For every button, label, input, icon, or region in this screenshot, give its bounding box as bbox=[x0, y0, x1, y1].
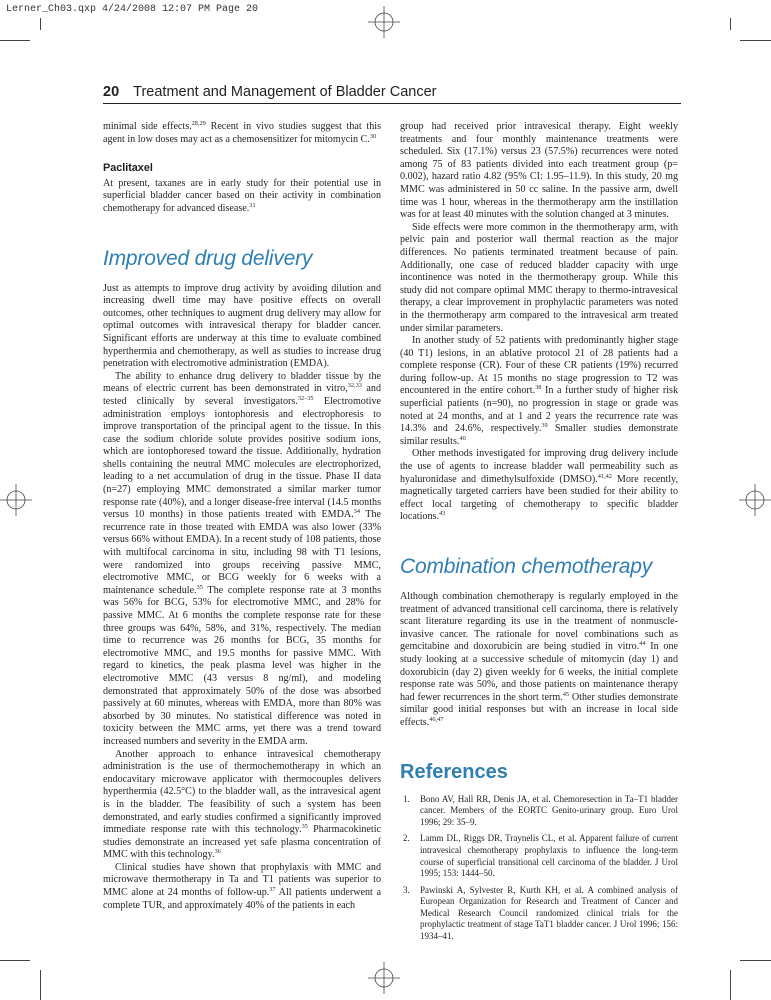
paragraph: Another approach to enhance intravesical chemotherapy administration is the use of thermochemotherapy in which an endocavitary microwave applicator with thermocouples delivers hyperthermia (42.5°C) to the bladder wall, as the intravesical agent is in the bladder. The feasibility of such a system has been demonstrated, and early studies confirmed a significantly improved immediate response rate with this technology.$^{35}$ Pharmacokinetic studies demonstrate an increased yet safe plasma concentration of MMC with this technology.$^{36}$ bbox=[103, 748, 381, 861]
reference-list bbox=[400, 794, 678, 943]
reference-item: 3. Pawinski A, Sylvester R, Kurth KH, et al. A combined analysis of European Organization for Research and Treatment of Cancer and Medical Research Council randomized clinical trials for the prophylactic treatment of stage TaT1 bladder cancer. J Urol 1996; 156: 1934–41. bbox=[403, 884, 678, 942]
registration-mark-icon bbox=[0, 484, 32, 516]
crop-mark bbox=[740, 40, 771, 41]
paragraph: minimal side effects.$^{28,29}$ Recent in vivo studies suggest that this agent in low doses may act as a chemosensitizer for mitomycin C.$^{30}$ bbox=[103, 120, 381, 145]
references-heading: References bbox=[400, 760, 508, 783]
crop-mark bbox=[0, 960, 30, 961]
crop-mark bbox=[40, 970, 41, 1000]
paragraph: Other methods investigated for improving drug delivery include the use of agents to increase bladder wall permeability such as hyaluronidase and dimethylsulfoxide (DMSO).$^{41,42}$ More recently, magnetically targeted carriers have been studied for their ability to effect local targeting of chemotherapy to specific bladder locations.$^{43}$ bbox=[400, 448, 678, 523]
reference-item: 1. Bono AV, Hall RR, Denis JA, et al. Chemoresection in Ta–T1 bladder cancer. Members of the EORTC Genito-urinary group. Euro Urol 1996; 29: 35–9. bbox=[403, 793, 678, 827]
paragraph: The ability to enhance drug delivery to bladder tissue by the means of electric current has been demonstrated in vitro,$^{32,33}$ and tested clinically by several investigators.$^{32-35}$ Electromotive administration employs iontophoresis and electrophoresis to improve transportation of the principal agent to the tissue. In this case the sodium chloride solute provides positive sodium ions, which are iontophoresed toward the tissue. Additionally, hydration shells containing the neutral MMC molecules are electrophorized, leading to a net accumulation of drug in the tissue. Phase II data (n=27) employing MMC demonstrated a similar marker tumor response rate (40%), and a longer disease-free interval (14.5 months versus 10 months) in those patients treated with EMDA.$^{34}$ The recurrence rate in those treated with EMDA was also lower (33% versus 66% without EMDA). In a recent study of 108 patients, those with multifocal carcinoma in situ, including 98 with T1 lesions, were randomized into groups receiving passive MMC, electromotive MMC, or BCG weekly for 6 weeks with a maintenance schedule.$^{35}$ The complete response rate at 3 months was 56% for BCG, 53% for electromotive MMC, and 28% for passive MMC. At 6 months the complete response rate for these three groups was 64%, 58%, and 31%, respectively. The median time to recurrence was 26 months for BCG, 35 months for electromotive MMC, and 19.5 months for passive MMC. With regard to kinetics, the peak plasma level was higher in the electromotive MMC (43 versus 8 ng/ml), and modeling demonstrated that approximately 50% of the dose was absorbed passively at 60 minutes, whereas with EMDA, more than 80% was absorbed by 30 minutes. No statistical difference was noted in toxicity between the MMC arms, yet there was a trend toward increased numbers and severity in the EMDA arm. bbox=[103, 370, 381, 747]
right-column bbox=[400, 121, 678, 948]
registration-mark-icon bbox=[739, 484, 771, 516]
print-slug: Lerner_Ch03.qxp 4/24/2008 12:07 PM Page 20 bbox=[6, 4, 259, 15]
paragraph: At present, taxanes are in early study for their potential use in superficial bladder cancer based on their activity in combination chemotherapy for advanced disease.$^{31}$ bbox=[103, 177, 381, 214]
crop-mark bbox=[740, 960, 771, 961]
paragraph: Side effects were more common in the thermotherapy arm, with pelvic pain and posterior wall thermal reaction as the major differences. No patients terminated treatment because of pain. Additionally, one case of reduced bladder capacity with urge incontinence was noted in the thermotherapy group. While this study did not compare optimal MMC therapy to thermo-intravesical therapy, a clear improvement in prophylactic parameters was noted in the thermotherapy arm compared to the intravesical arm treated under similar parameters. bbox=[400, 221, 678, 334]
registration-mark-icon bbox=[368, 962, 400, 994]
registration-mark-icon bbox=[368, 6, 400, 38]
crop-mark bbox=[730, 18, 731, 30]
combination-chemotherapy-heading: Combination chemotherapy bbox=[400, 555, 653, 578]
book-title: Treatment and Management of Bladder Cancer bbox=[133, 84, 437, 100]
running-head bbox=[103, 84, 681, 100]
left-column bbox=[103, 121, 381, 912]
paragraph: In another study of 52 patients with predominantly higher stage (40 T1) lesions, in an ablative protocol 21 of 28 patients had a complete response (CR). Four of these CR patients (19%) recurred during follow-up. At 15 months no stage progression to T2 was encountered in the entire cohort.$^{38}$ In a further study of higher risk superficial patients (n=90), no progression in stage or grade was noted at 24 months, and at 1 and 2 years the recurrence rate was 14.3% and 24.6%, respectively.$^{39}$ Smaller studies demonstrate similar results.$^{40}$ bbox=[400, 335, 678, 447]
paragraph: group had received prior intravesical therapy. Eight weekly treatments and four monthly maintenance treatments were scheduled. Six (17.1%) versus 23 (57.5%) recurrences were noted among 75 of 83 patients divided into each treatment group (p= 0.002), hazard ratio 4.82 (95% CI: 1.95–11.9). In this study, 20 mg MMC was administered in 50 cc saline. In the passive arm, dwell time was 1 hour, whereas in the thermotherapy arm the instillation was for at least 40 minutes with the solution changed at 3 minutes. bbox=[400, 121, 678, 221]
improved-drug-delivery-heading: Improved drug delivery bbox=[103, 246, 313, 270]
crop-mark bbox=[0, 40, 30, 41]
reference-item: 2. Lamm DL, Riggs DR, Traynelis CL, et al. Apparent failure of current intravesical chemotherapy prophylaxis to influence the long-term course of superficial transitional cell carcinoma of the bladder. J Urol 1995; 153: 1444–50. bbox=[403, 833, 678, 879]
paragraph: Clinical studies have shown that prophylaxis with MMC and microwave thermotherapy in Ta and T1 patients was superior to MMC alone at 24 months of follow-up.$^{37}$ All patients underwent a complete TUR, and approximately 40% of the patients in each bbox=[103, 861, 381, 911]
page-number: 20 bbox=[103, 84, 120, 100]
paclitaxel-heading: Paclitaxel bbox=[103, 162, 153, 175]
crop-mark bbox=[730, 970, 731, 1000]
paragraph: Just as attempts to improve drug activity by avoiding dilution and increasing dwell time may have positive effects on overall outcomes, other techniques to augment drug delivery may allow for optimal outcomes with intravesical therapy for bladder cancer. Significant efforts are underway at this time to evaluate combined hyperthermia and chemotherapy, as well as studies to increase drug penetration with electromotive administration (EMDA). bbox=[103, 282, 381, 370]
crop-mark bbox=[40, 18, 41, 30]
paragraph: Although combination chemotherapy is regularly employed in the treatment of advanced transitional cell carcinoma, there is relatively scant literature regarding its use in the treatment of nonmuscle-invasive cancer. The rationale for novel combinations such as gemcitabine and doxorubicin are being studied in vitro.$^{44}$ In one study looking at a successive schedule of mitomycin (day 1) and doxorubicin (day 2) given weekly for 6 weeks, the initial complete response rate was 50%, and those patients on maintenance therapy had fewer recurrences in the short term.$^{45}$ Other studies demonstrate similar good initial responses but with an increase in local side effects.$^{46,47}$ bbox=[400, 591, 679, 728]
header-rule bbox=[103, 103, 681, 104]
